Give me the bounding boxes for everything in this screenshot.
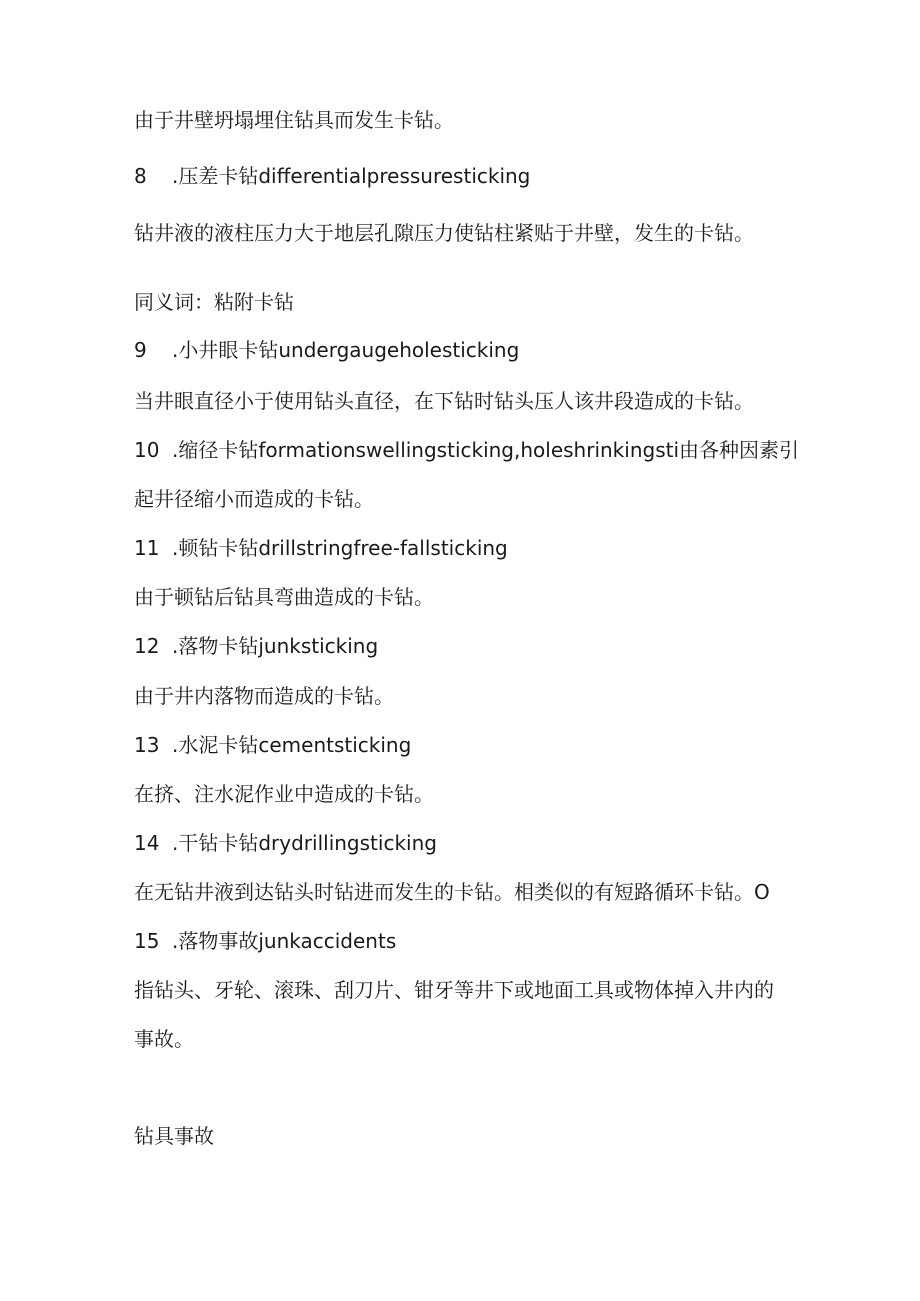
term-number: 13 xyxy=(134,733,160,757)
text-line: 起井径缩小而造成的卡钻。 xyxy=(134,487,374,511)
text-line: 在无钻井液到达钻头时钻进而发生的卡钻。相类似的有短路循环卡钻。O xyxy=(134,880,770,904)
term-number: 11 xyxy=(134,536,160,560)
text-line: 由于井内落物而造成的卡钻。 xyxy=(134,684,394,708)
term-title: .缩径卡钻formationswellingsticking,holeshrinkingsti由各种因素引 xyxy=(172,438,800,462)
term-number: 12 xyxy=(134,634,160,658)
term-title: .小井眼卡钻undergaugeholesticking xyxy=(172,338,520,362)
term-line xyxy=(134,163,530,189)
text-line: 在挤、注水泥作业中造成的卡钻。 xyxy=(134,782,434,806)
term-line xyxy=(134,830,437,856)
text-line: 当井眼直径小于使用钻头直径，在下钻时钻头压人该井段造成的卡钻。 xyxy=(134,389,754,413)
term-line xyxy=(134,928,396,954)
text-line: 事故。 xyxy=(134,1027,194,1051)
term-line xyxy=(134,535,508,561)
term-title: .压差卡钻differentialpressuresticking xyxy=(172,164,531,188)
term-title: .顿钻卡钻drillstringfree-fallsticking xyxy=(172,536,508,560)
text-line: 由于顿钻后钻具弯曲造成的卡钻。 xyxy=(134,585,434,609)
term-number: 15 xyxy=(134,929,160,953)
term-title: .落物事故junkaccidents xyxy=(172,929,397,953)
term-title: .干钻卡钻drydrillingsticking xyxy=(172,831,437,855)
term-title: .水泥卡钻cementsticking xyxy=(172,733,412,757)
term-line xyxy=(134,732,411,758)
text-line: 由于井壁坍塌埋住钻具而发生卡钻。 xyxy=(134,108,454,132)
text-line: 同义词：粘附卡钻 xyxy=(134,290,294,314)
term-line xyxy=(134,437,799,463)
term-line xyxy=(134,337,519,363)
term-number: 8 xyxy=(134,164,147,188)
term-line xyxy=(134,633,378,659)
term-number: 10 xyxy=(134,438,160,462)
text-line: 钻井液的液柱压力大于地层孔隙压力使钻柱紧贴于井壁，发生的卡钻。 xyxy=(134,221,754,245)
term-title: .落物卡钻junksticking xyxy=(172,634,379,658)
section-heading: 钻具事故 xyxy=(134,1124,214,1148)
text-line: 指钻头、牙轮、滚珠、刮刀片、钳牙等井下或地面工具或物体掉入井内的 xyxy=(134,978,774,1002)
term-number: 14 xyxy=(134,831,160,855)
term-number: 9 xyxy=(134,338,147,362)
